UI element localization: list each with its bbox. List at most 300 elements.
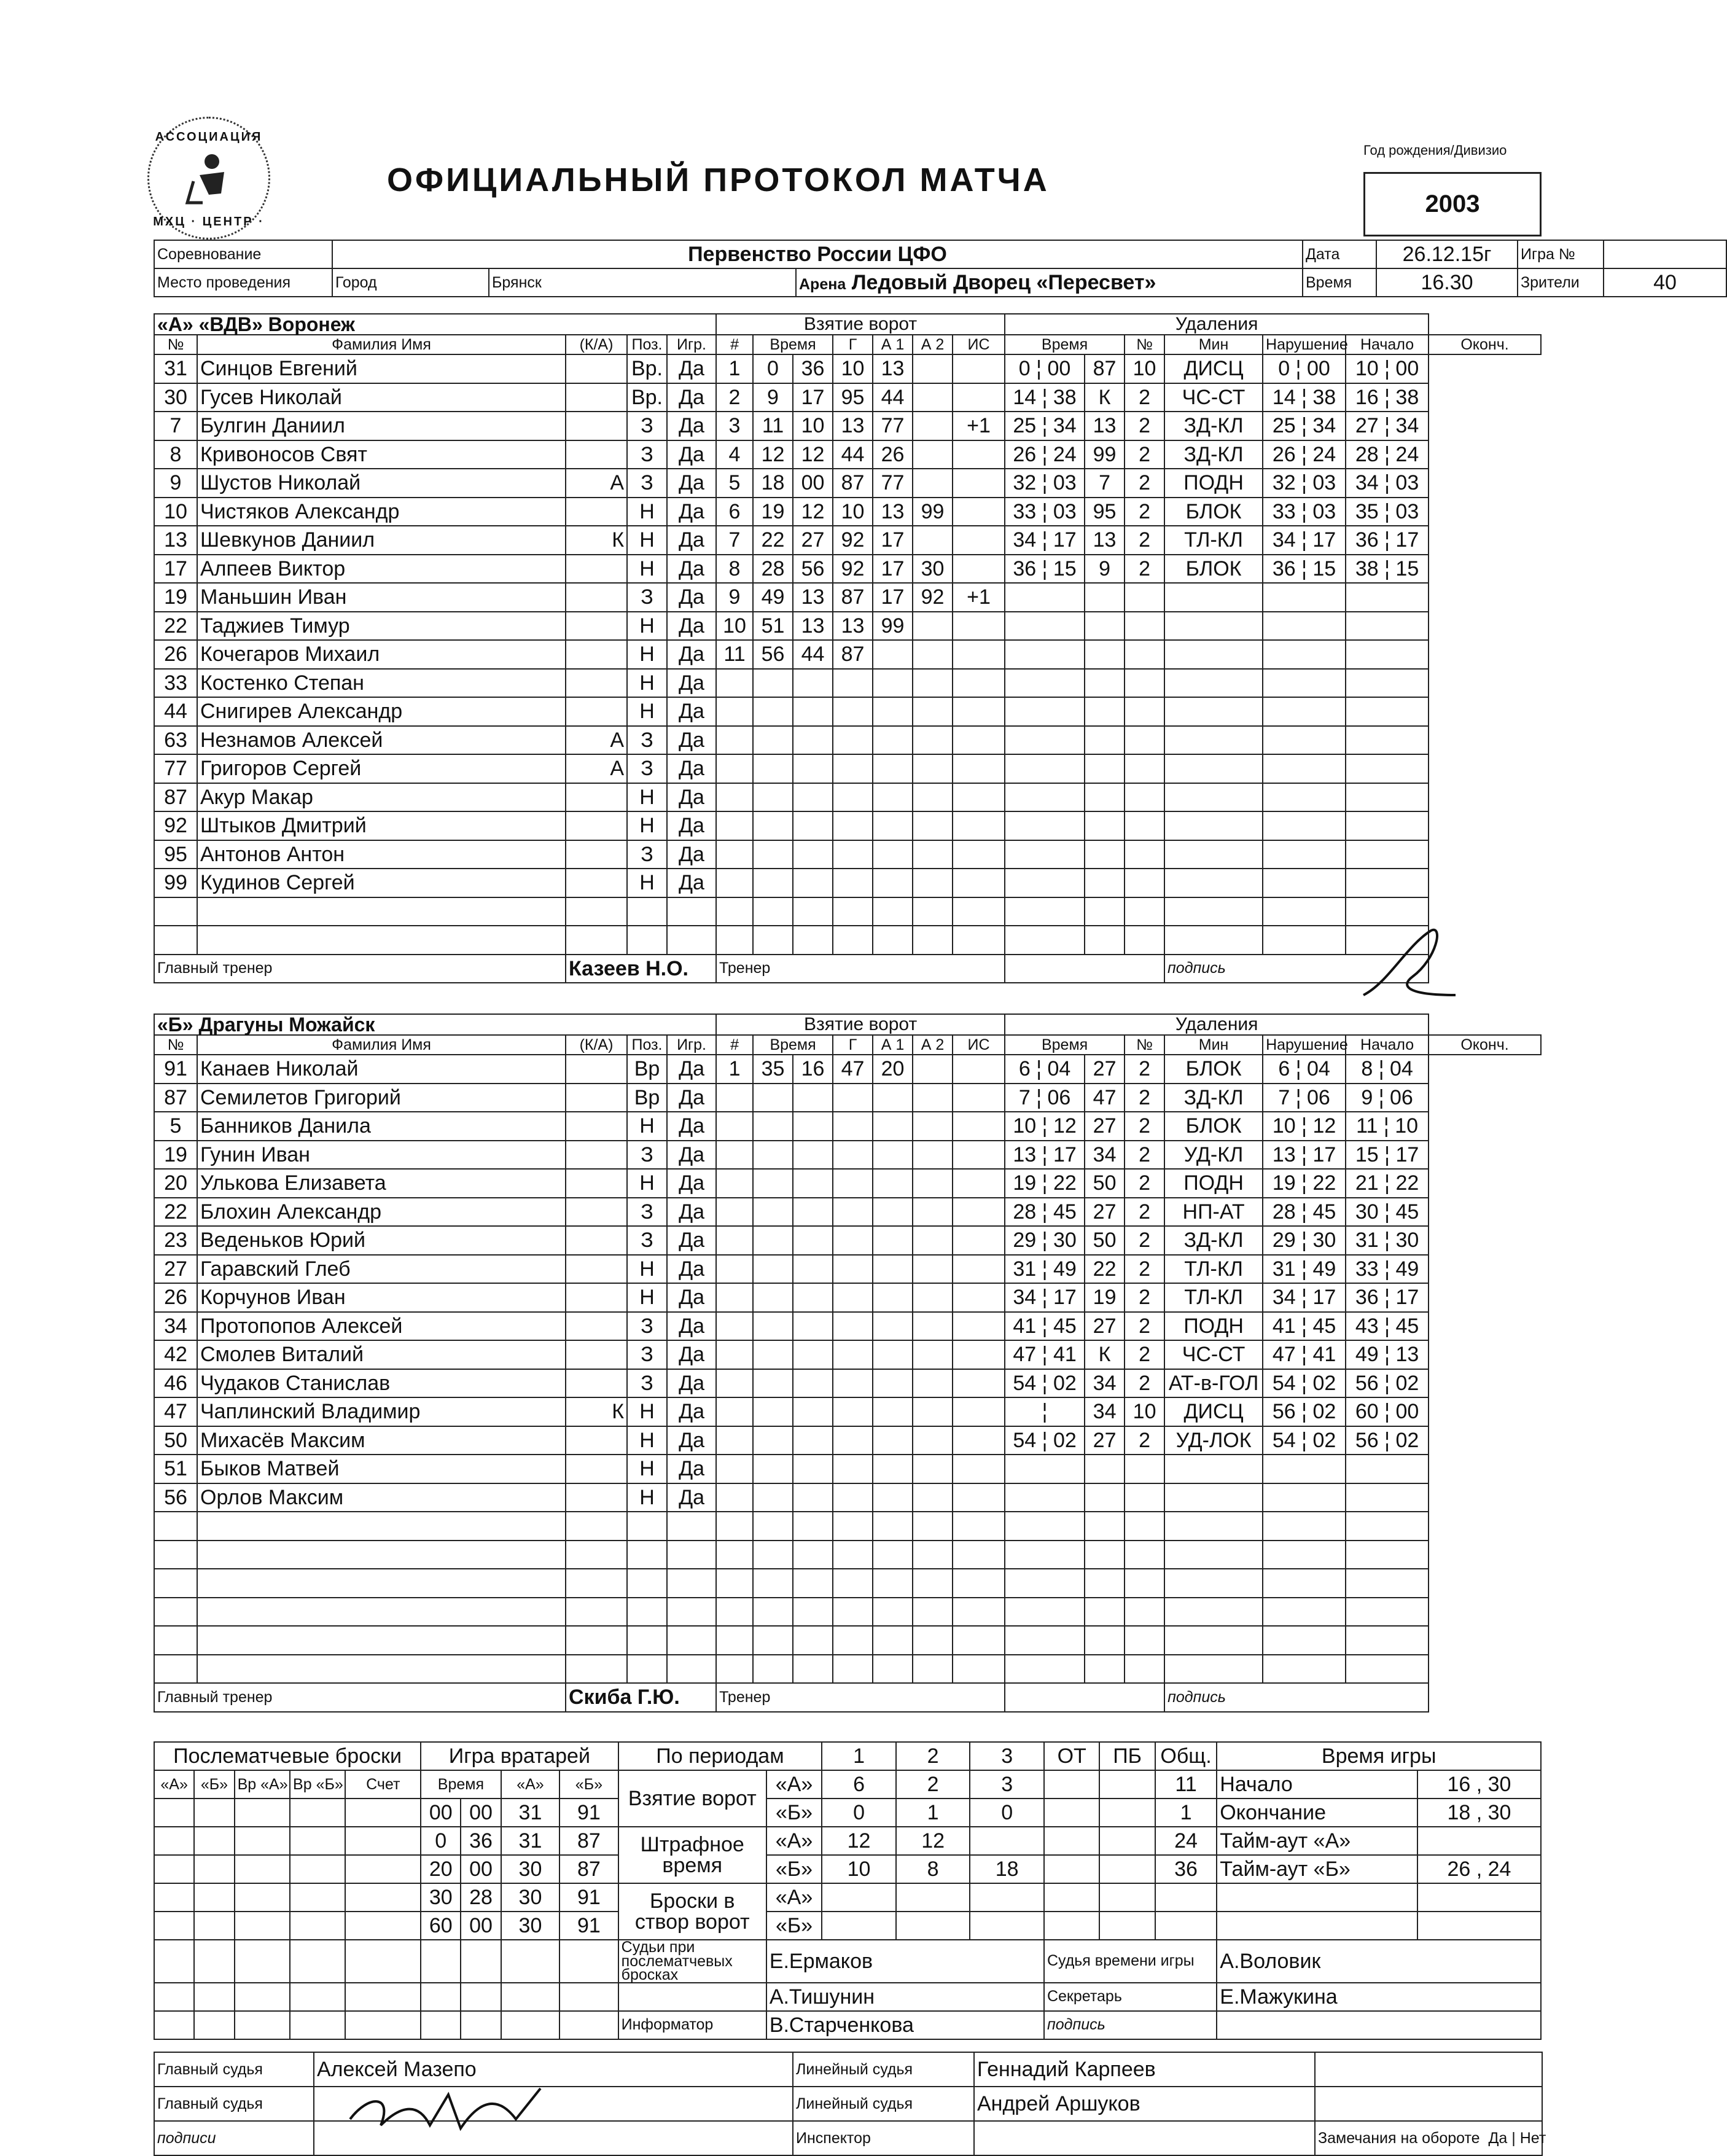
goal-scorer: 87: [833, 583, 873, 612]
player-number: [154, 1626, 197, 1655]
penalty-duration: 2: [1125, 1312, 1164, 1341]
penalty-player: 22: [1085, 1255, 1125, 1284]
column-header: А 2: [913, 335, 953, 354]
goals-a: 2: [896, 1770, 970, 1799]
player-played: Да: [667, 583, 716, 612]
player-name: Банников Данила: [197, 1112, 566, 1141]
player-played: Да: [667, 811, 716, 840]
penalty-end-min: 21: [1355, 1171, 1379, 1195]
player-name: Кривоносов Свят: [197, 440, 566, 469]
timekeeper-label: Судья времени игры: [1044, 1940, 1217, 1983]
timeout-b-min: 26: [1447, 1857, 1471, 1881]
penalty-player: 50: [1085, 1226, 1125, 1255]
column-header: Г: [833, 335, 873, 354]
penalty-start-min: 54: [1272, 1371, 1296, 1395]
penalty-second: 49: [1053, 1257, 1077, 1281]
goal-second: 16: [793, 1055, 833, 1084]
goal-scorer: 13: [833, 412, 873, 440]
player-number: 23: [154, 1226, 197, 1255]
start-label: Начало: [1217, 1770, 1417, 1799]
goal-assist-1: [873, 640, 913, 669]
start-minute: 30: [1487, 1773, 1511, 1796]
penalty-second: 38: [1053, 385, 1077, 409]
penalty-player: 87: [1085, 354, 1125, 383]
player-captain: А: [566, 469, 627, 498]
penalties-section-header: Удаления: [1005, 314, 1429, 335]
player-number: 42: [154, 1340, 197, 1369]
player-number: [154, 1569, 197, 1598]
player-played: Да: [667, 669, 716, 698]
player-captain: [566, 1569, 627, 1598]
penalty-minute: 34: [1013, 1286, 1037, 1310]
penalty-end-sec: 03: [1395, 471, 1419, 495]
player-captain: [566, 1655, 627, 1684]
spectators-value: 40: [1604, 268, 1726, 297]
informator: В.Старченкова: [766, 2011, 1044, 2039]
penalty-duration: 10: [1125, 354, 1164, 383]
column-header: А 2: [913, 1035, 953, 1055]
player-captain: [566, 412, 627, 440]
player-position: З: [627, 412, 667, 440]
player-number: 7: [154, 412, 197, 440]
player-name: Блохин Александр: [197, 1198, 566, 1227]
penalty-start-sec: 34: [1312, 414, 1336, 438]
penalty-player: 34: [1085, 1369, 1125, 1398]
penalty-second: 03: [1053, 499, 1077, 523]
player-captain: [566, 1283, 627, 1312]
player-position: Вр.: [627, 383, 667, 412]
penalty-second: 17: [1053, 528, 1077, 552]
player-name: Маньшин Иван: [197, 583, 566, 612]
penalty-duration: 2: [1125, 555, 1164, 584]
penalty-start-min: 34: [1272, 1286, 1296, 1310]
goal-number: 6: [716, 498, 753, 526]
division-value: 2003: [1363, 172, 1542, 236]
penalty-end-min: 11: [1356, 1114, 1378, 1138]
player-name: [197, 1655, 566, 1684]
player-played: [667, 1569, 716, 1598]
player-name: Незнамов Алексей: [197, 726, 566, 755]
player-number: 31: [154, 354, 197, 383]
period-header: ПБ: [1099, 1742, 1155, 1770]
penalty-start-sec: 41: [1312, 1343, 1336, 1367]
column-header: №: [1125, 1035, 1164, 1055]
pim-b: [1044, 1855, 1099, 1883]
goal-scorer: 13: [833, 612, 873, 641]
player-captain: [566, 697, 627, 726]
pim-a: [970, 1827, 1044, 1855]
column-header: Мин: [1164, 1035, 1263, 1055]
goal-assist-2: [913, 1055, 953, 1084]
player-name: Гаравский Глеб: [197, 1255, 566, 1284]
goal-minute: 51: [753, 612, 793, 641]
penalty-start-min: 56: [1272, 1400, 1296, 1424]
team_b-table: «Б» Драгуны Можайск Взятие ворот Удаления № Фамилия Имя (К/А) Поз. Игр. # Время Г А 1 А 2 ИС Время № Мин Нарушение Начало Оконч. 91 Канаев Николай Вр Да 1 35 16 47 20 6 ¦ 04 27 2 БЛОК 6 ¦ 04 8 ¦ 04 87 Семилетов Григорий Вр Да 7 ¦ 06 47 2 ЗД-КЛ 7 ¦ 06 9 ¦ 06 5 Банников Данила Н Да 10 ¦ 12 27 2 БЛОК 10 ¦ 12 11 ¦ 10 19 Гунин Иван З Да 13 ¦ 17 34 2 УД-КЛ 13 ¦ 17 15 ¦ 17 20 Улькова Елизавета Н Да 19 ¦ 22 50 2 ПОДН 19 ¦ 22 21 ¦ 22 22 Блохин Александр З Да 28 ¦ 45 27 2 НП-АТ 28 ¦ 45 30 ¦ 45 23 Веденьков Юрий З Да 29 ¦ 30 50 2 ЗД-КЛ 29 ¦ 30 31 ¦ 30 27 Гаравский Глеб Н Да 31 ¦ 49 22 2 ТЛ-КЛ 31 ¦ 49 33 ¦ 49 26 Корчунов Иван Н Да 34 ¦ 17 19 2 ТЛ-КЛ 34 ¦ 17 36 ¦ 17 34 Протопопов Алексей З Да 41 ¦ 45 27 2 ПОДН 41 ¦ 45 43 ¦ 45 42 Смолев Виталий З Да 47 ¦ 41 К 2 ЧС-СТ 47 ¦ 41 49 ¦ 13 46 Чудаков Станислав З Да 54 ¦ 02 34 2 АТ-в-ГОЛ 54 ¦ 02 56 ¦ 02 47 Чаплинский Владимир К Н Да ¦ 34 10 ДИСЦ 56 ¦ 02 60 ¦ 00 50 Михасёв Максим Н Да 54 ¦ 02 27 2 УД-ЛОК 54 ¦ 02 56 ¦ 02 51 Быков Матвей Н Да 56 Орлов Максим Н Да Главный тренер Скиба Г.Ю. Тренер подпись: [154, 1014, 1542, 1713]
goal-assist-1: 77: [873, 469, 913, 498]
player-name: Быков Матвей: [197, 1455, 566, 1483]
player-position: Н: [627, 555, 667, 584]
goals-a: 3: [970, 1770, 1044, 1799]
player-number: [154, 1541, 197, 1569]
penalty-start-sec: 00: [1306, 357, 1330, 381]
player-position: [627, 1598, 667, 1627]
player-position: Н: [627, 1426, 667, 1455]
penalty-minute: 19: [1013, 1171, 1037, 1195]
penalty-infraction: ТЛ-КЛ: [1164, 526, 1263, 555]
penalty-player: 47: [1085, 1084, 1125, 1112]
time-label: Время: [1303, 268, 1376, 297]
team-title: «Б» Драгуны Можайск: [154, 1014, 716, 1035]
goals-section-header: Взятие ворот: [716, 314, 1005, 335]
player-position: Н: [627, 783, 667, 812]
penalties-section-header: Удаления: [1005, 1014, 1429, 1035]
penalty-duration: 2: [1125, 1226, 1164, 1255]
goal-assist-1: 13: [873, 354, 913, 383]
penalty-end-sec: 00: [1395, 1400, 1419, 1424]
player-captain: [566, 1483, 627, 1512]
player-played: [667, 1512, 716, 1541]
column-header: Начало: [1346, 335, 1429, 354]
player-position: З: [627, 469, 667, 498]
player-number: 8: [154, 440, 197, 469]
player-number: 9: [154, 469, 197, 498]
player-number: 92: [154, 811, 197, 840]
player-number: 13: [154, 526, 197, 555]
goal-second: 12: [793, 498, 833, 526]
penalty-minute: 26: [1013, 442, 1037, 466]
penalty-start-sec: 38: [1312, 385, 1336, 409]
shootout-header: «Б»: [194, 1770, 234, 1799]
player-played: Да: [667, 640, 716, 669]
goal-minute: 0: [753, 354, 793, 383]
trainer-label: Тренер: [716, 1683, 1005, 1712]
player-position: З: [627, 1369, 667, 1398]
penalty-infraction: ДИСЦ: [1164, 354, 1263, 383]
penalty-start-min: 31: [1272, 1257, 1296, 1281]
team-a-label: «А»: [766, 1770, 822, 1799]
player-name: Протопопов Алексей: [197, 1312, 566, 1341]
player-played: Да: [667, 869, 716, 897]
player-position: [627, 897, 667, 926]
player-captain: [566, 612, 627, 641]
penalty-end-sec: 04: [1390, 1057, 1413, 1081]
start-hour: 16: [1447, 1773, 1471, 1796]
player-name: Штыков Дмитрий: [197, 811, 566, 840]
column-header: Г: [833, 1035, 873, 1055]
goals-row-label: Взятие ворот: [618, 1770, 766, 1827]
goals-b: 1: [896, 1799, 970, 1827]
penalty-end-min: 28: [1355, 442, 1379, 466]
timekeeper: А.Воловик: [1217, 1940, 1541, 1983]
penalty-player: 50: [1085, 1169, 1125, 1198]
penalty-duration: 2: [1125, 440, 1164, 469]
goal-scorer: 87: [833, 640, 873, 669]
penalty-infraction: БЛОК: [1164, 1055, 1263, 1084]
penalty-end-sec: 30: [1395, 1228, 1419, 1252]
goal-assist-1: 77: [873, 412, 913, 440]
player-number: 26: [154, 1283, 197, 1312]
goalie-time-sec: 28: [461, 1883, 501, 1912]
player-number: [154, 897, 197, 926]
column-header: (К/А): [566, 1035, 627, 1055]
player-name: Канаев Николай: [197, 1055, 566, 1084]
player-played: Да: [667, 555, 716, 584]
so-judge-2: А.Тишунин: [766, 1983, 1044, 2011]
goal-situation: [953, 354, 1005, 383]
column-header: (К/А): [566, 335, 627, 354]
penalty-start-sec: 03: [1312, 471, 1336, 495]
player-captain: [566, 583, 627, 612]
goal-assist-1: 26: [873, 440, 913, 469]
goals-b: [1099, 1799, 1155, 1827]
goalie-header: «А»: [501, 1770, 559, 1799]
penalty-end-sec: 00: [1395, 357, 1419, 381]
player-position: З: [627, 1198, 667, 1227]
penalty-end-min: 35: [1355, 499, 1379, 523]
spectators-label: Зрители: [1518, 268, 1604, 297]
player-captain: [566, 1312, 627, 1341]
player-position: [627, 1655, 667, 1684]
player-position: [627, 1626, 667, 1655]
player-name: Веденьков Юрий: [197, 1226, 566, 1255]
penalty-second: 12: [1053, 1114, 1077, 1138]
pim-a: [1044, 1827, 1099, 1855]
player-position: Н: [627, 697, 667, 726]
player-position: Вр: [627, 1084, 667, 1112]
player-number: 99: [154, 869, 197, 897]
penalty-start-sec: 22: [1312, 1171, 1336, 1195]
goal-minute: 22: [753, 526, 793, 555]
penalty-start-sec: 06: [1306, 1085, 1330, 1109]
goal-situation: [953, 555, 1005, 584]
player-captain: [566, 1369, 627, 1398]
penalty-minute: 28: [1013, 1200, 1037, 1224]
penalty-minute: 34: [1013, 528, 1037, 552]
goal-assist-1: 17: [873, 555, 913, 584]
pim-b: [1099, 1855, 1155, 1883]
player-position: Н: [627, 1169, 667, 1198]
player-captain: [566, 1255, 627, 1284]
player-captain: [566, 669, 627, 698]
player-number: 47: [154, 1397, 197, 1426]
player-captain: [566, 640, 627, 669]
goal-second: 13: [793, 583, 833, 612]
penalty-second: 06: [1047, 1085, 1071, 1109]
player-name: [197, 1512, 566, 1541]
shootout-label: Послематчевые броски: [154, 1742, 421, 1770]
player-name: [197, 1569, 566, 1598]
pim-b: 18: [970, 1855, 1044, 1883]
competition-value: Первенство России ЦФО: [332, 240, 1303, 268]
head-coach-label: Главный тренер: [157, 1688, 273, 1706]
goal-assist-2: [913, 612, 953, 641]
column-header: №: [154, 1035, 197, 1055]
penalty-start-min: 26: [1272, 442, 1296, 466]
goal-minute: 28: [753, 555, 793, 584]
penalty-end-sec: 03: [1395, 499, 1419, 523]
team-a-label: «А»: [766, 1827, 822, 1855]
column-header: Оконч.: [1429, 335, 1541, 354]
penalty-infraction: ЧС-СТ: [1164, 1340, 1263, 1369]
penalty-end-sec: 34: [1395, 414, 1419, 438]
player-number: [154, 926, 197, 955]
end-label: Окончание: [1217, 1799, 1417, 1827]
goal-situation: [953, 383, 1005, 412]
goal-situation: [953, 440, 1005, 469]
player-number: 91: [154, 1055, 197, 1084]
goal-assist-1: 44: [873, 383, 913, 412]
player-number: [154, 1655, 197, 1684]
player-name: Шевкунов Даниил: [197, 526, 566, 555]
goal-second: 00: [793, 469, 833, 498]
officials-table: Главный судья Алексей Мазепо Линейный судья Геннадий Карпеев Главный судья Линейный судья Андрей Аршуков подписи Инспектор Замечания на обороте Да | Нет: [154, 2052, 1543, 2156]
penalty-infraction: АТ-в-ГОЛ: [1164, 1369, 1263, 1398]
penalty-end-min: 49: [1355, 1343, 1379, 1367]
player-position: З: [627, 1312, 667, 1341]
arena-label: Арена: [799, 276, 846, 293]
penalty-end-sec: 02: [1395, 1428, 1419, 1452]
summary-table: Послематчевые броски Игра вратарей По периодам 1 2 3 ОТ ПБ Общ. Время игры «А» «Б» Вр «А» Вр «Б» Счет Время «А» «Б» Взятие ворот «А» 6 2 3 11 Начало 16 , 30 00 00 31 91 «Б» 0 1 0 1 Окончание 18 , 30 0 36 31 87 Штрафное время «А» 12 12 24 Тайм-аут «А» 20 00 30 87 «Б» 10 8 18 36 Тайм-аут «Б» 26 , 24 30 28 30 91 Броски в створ ворот «А» 60 00 30 91 «Б» Судьи при послематчевых бросках Е.Ермаков Судья времени игры А.Воловик А.Тишунин Секретарь Е.Мажукина Информатор В.Старченкова подпись: [154, 1741, 1542, 2040]
goal-situation: [953, 1055, 1005, 1084]
goal-assist-1: 99: [873, 612, 913, 641]
shootout-header: Счет: [345, 1770, 421, 1799]
player-number: 19: [154, 583, 197, 612]
column-header: Фамилия Имя: [197, 1035, 566, 1055]
penalty-second: 04: [1047, 1057, 1071, 1081]
head-coach-name: Скиба Г.Ю.: [566, 1683, 716, 1712]
player-captain: [566, 1541, 627, 1569]
player-captain: [566, 869, 627, 897]
player-played: Да: [667, 1340, 716, 1369]
goalie-time-sec: 36: [461, 1827, 501, 1855]
team-b-label: «Б»: [766, 1855, 822, 1883]
goal-scorer: 47: [833, 1055, 873, 1084]
player-name: [197, 897, 566, 926]
penalty-second: 22: [1053, 1171, 1077, 1195]
player-name: Гунин Иван: [197, 1141, 566, 1170]
goalie-label: Игра вратарей: [421, 1742, 618, 1770]
goal-assist-1: 20: [873, 1055, 913, 1084]
shootout-header: «А»: [154, 1770, 194, 1799]
player-number: 22: [154, 612, 197, 641]
competition-label: Соревнование: [154, 240, 332, 268]
penalty-end-min: 31: [1355, 1228, 1379, 1252]
player-captain: [566, 1198, 627, 1227]
so-judges-label: Судьи при послематчевых бросках: [618, 1940, 766, 1983]
goal-number: 8: [716, 555, 753, 584]
penalty-duration: 2: [1125, 1169, 1164, 1198]
goal-second: 10: [793, 412, 833, 440]
player-number: 63: [154, 726, 197, 755]
arena-value: Ледовый Дворец «Пересвет»: [851, 271, 1156, 294]
player-name: Улькова Елизавета: [197, 1169, 566, 1198]
player-played: Да: [667, 1397, 716, 1426]
penalty-minute: 54: [1013, 1428, 1037, 1452]
player-position: З: [627, 726, 667, 755]
player-played: [667, 1655, 716, 1684]
player-played: Да: [667, 1141, 716, 1170]
goal-number: 10: [716, 612, 753, 641]
player-played: Да: [667, 1055, 716, 1084]
player-captain: [566, 555, 627, 584]
linesman-2: Андрей Аршуков: [974, 2087, 1315, 2121]
player-name: Кудинов Сергей: [197, 869, 566, 897]
player-name: [197, 1626, 566, 1655]
goal-assist-2: [913, 412, 953, 440]
team-b-label: «Б»: [766, 1912, 822, 1940]
penalty-player: 95: [1085, 498, 1125, 526]
player-number: 87: [154, 1084, 197, 1112]
penalty-end-sec: 24: [1395, 442, 1419, 466]
player-captain: [566, 840, 627, 869]
penalty-minute: 41: [1013, 1314, 1037, 1338]
player-played: [667, 897, 716, 926]
player-position: Н: [627, 526, 667, 555]
penalty-end-min: 9: [1361, 1085, 1373, 1109]
penalty-player: 9: [1085, 555, 1125, 584]
player-number: 19: [154, 1141, 197, 1170]
player-captain: [566, 1112, 627, 1141]
goal-minute: 49: [753, 583, 793, 612]
penalty-start-sec: 02: [1312, 1371, 1336, 1395]
goal-situation: [953, 640, 1005, 669]
linesman-label: Линейный судья: [793, 2052, 974, 2087]
period-header: 1: [822, 1742, 896, 1770]
player-name: Гусев Николай: [197, 383, 566, 412]
penalty-second: 41: [1053, 1343, 1077, 1367]
penalty-minute: 33: [1013, 499, 1037, 523]
goal-minute: 19: [753, 498, 793, 526]
player-number: 5: [154, 1112, 197, 1141]
goalie-a: 31: [501, 1799, 559, 1827]
penalty-end-min: 10: [1355, 357, 1379, 381]
player-name: [197, 926, 566, 955]
player-captain: [566, 1169, 627, 1198]
player-name: Смолев Виталий: [197, 1340, 566, 1369]
signature-label: подпись: [1164, 955, 1429, 983]
penalty-start-sec: 04: [1306, 1057, 1330, 1081]
penalty-second: 17: [1053, 1286, 1077, 1310]
player-captain: [566, 383, 627, 412]
team_a-table: «А» «ВДВ» Воронеж Взятие ворот Удаления № Фамилия Имя (К/А) Поз. Игр. # Время Г А 1 А 2 ИС Время № Мин Нарушение Начало Оконч. 31 Синцов Евгений Вр. Да 1 0 36 10 13 0 ¦ 00 87 10 ДИСЦ 0 ¦ 00 10 ¦ 00 30 Гусев Николай Вр. Да 2 9 17 95 44 14 ¦ 38 К 2 ЧС-СТ 14 ¦ 38 16 ¦ 38 7 Булгин Даниил З Да 3 11 10 13 77 +1 25 ¦ 34 13 2 ЗД-КЛ 25 ¦ 34 27 ¦ 34 8 Кривоносов Свят З Да 4 12 12 44 26 26 ¦ 24 99 2 ЗД-КЛ 26 ¦ 24 28 ¦ 24 9 Шустов Николай А З Да 5 18 00 87 77 32 ¦ 03 7 2 ПОДН 32 ¦ 03 34 ¦ 03 10 Чистяков Александр Н Да 6 19 12 10 13 99 33 ¦ 03 95 2 БЛОК 33 ¦ 03 35 ¦ 03 13 Шевкунов Даниил К Н Да 7 22 27 92 17 34 ¦ 17 13 2 ТЛ-КЛ 34 ¦ 17 36 ¦ 17 17 Алпеев Виктор Н Да 8 28 56 92 17 30 36 ¦ 15 9 2 БЛОК 36 ¦ 15 38 ¦ 15 19 Маньшин Иван З Да 9 49 13 87 17 92 +1 22 Таджиев Тимур Н Да 10 51 13 13 99 26 Кочегаров Михаил Н Да 11 56 44 87 33 Костенко Степан Н Да 44 Снигирев Александр Н Да 63 Незнамов Алексей А З Да 77 Григоров Сергей А З Да 87 Акур Макар Н Да 92 Штыков Дмитрий Н Да 95 Антонов Антон З Да 99 Кудинов Сергей Н Да Главный тренер Казеев Н.О. Тренер подпись: [154, 313, 1542, 983]
column-header: Игр.: [667, 1035, 716, 1055]
goal-scorer: 10: [833, 498, 873, 526]
penalty-minute: 36: [1013, 557, 1037, 580]
penalty-start-min: 25: [1272, 414, 1296, 438]
pim-a: 12: [822, 1827, 896, 1855]
penalty-start-min: 47: [1272, 1343, 1296, 1367]
player-number: 34: [154, 1312, 197, 1341]
penalty-player: 13: [1085, 412, 1125, 440]
player-number: 27: [154, 1255, 197, 1284]
player-played: [667, 926, 716, 955]
penalty-minute: 14: [1013, 385, 1037, 409]
referee-1: Алексей Мазепо: [314, 2052, 793, 2087]
column-header: №: [154, 335, 197, 354]
player-captain: [566, 811, 627, 840]
period-header: ОТ: [1044, 1742, 1099, 1770]
goals-section-header: Взятие ворот: [716, 1014, 1005, 1035]
penalty-start-min: 36: [1272, 557, 1296, 580]
player-captain: [566, 498, 627, 526]
goalie-b: 91: [559, 1912, 618, 1940]
penalty-end-min: 60: [1355, 1400, 1379, 1424]
penalty-infraction: ПОДН: [1164, 469, 1263, 498]
penalty-end-sec: 17: [1395, 1286, 1419, 1310]
column-header: Время: [1005, 1035, 1125, 1055]
player-number: 22: [154, 1198, 197, 1227]
player-played: Да: [667, 726, 716, 755]
